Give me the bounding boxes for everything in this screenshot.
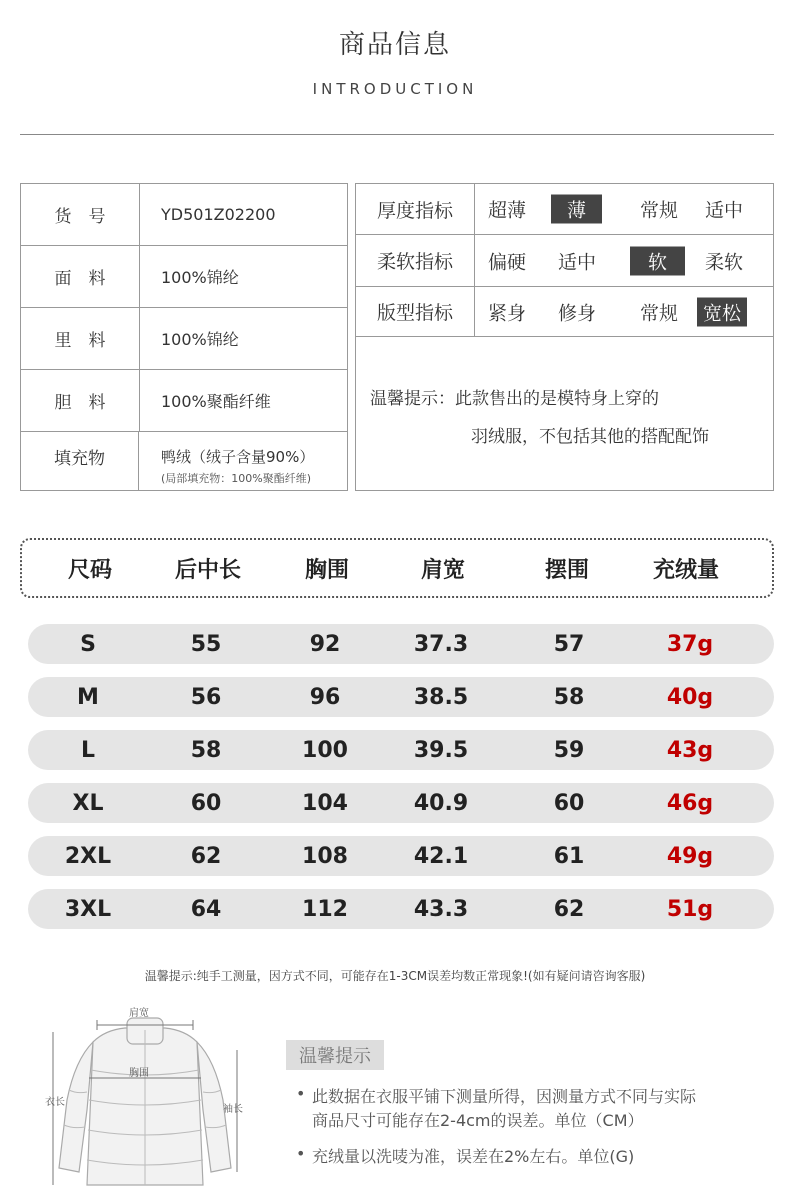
hem-cell: 57 [553,631,585,657]
size-cell: XL [72,790,104,816]
index-label: 柔软指标 [356,235,475,286]
length-cell: 58 [190,737,222,763]
jacket-measurement-diagram [45,1000,245,1190]
shoulder-cell: 38.5 [413,684,469,710]
info-row-fabric [21,246,347,308]
index-option-selected: 软 [630,246,685,275]
index-option: 偏硬 [488,251,527,273]
shoulder-cell: 43.3 [413,896,469,922]
index-row-softness [356,235,773,287]
length-cell: 64 [190,896,222,922]
hem-cell: 59 [553,737,585,763]
bullet-dot: • [296,1084,306,1103]
down-amount-cell: 37g [666,631,714,657]
size-cell: L [80,737,96,763]
info-value: 100%锦纶 [161,330,239,349]
size-row [28,889,774,929]
column-header: 摆围 [544,557,589,583]
hem-cell: 60 [553,790,585,816]
tip-bullet2: 充绒量以洗唛为准，误差在2%左右。单位(G) [312,1147,635,1166]
info-label: 填充物 [21,432,139,490]
index-option: 适中 [705,199,744,222]
size-row [28,730,774,770]
column-header: 胸围 [304,557,349,583]
length-label: 衣长 [45,1097,65,1108]
chest-label: 胸围 [129,1068,149,1079]
hem-cell: 61 [553,843,585,869]
info-label: 货 号 [21,184,140,245]
down-amount-cell: 46g [666,790,714,816]
column-header: 尺码 [67,557,112,583]
index-option: 常规 [640,302,679,324]
info-row-sku [21,184,347,246]
size-cell: S [80,631,96,657]
info-value: 100%聚酯纤维 [161,392,271,411]
length-cell: 62 [190,843,222,869]
info-value: 100%锦纶 [161,268,239,287]
measurement-note: 温馨提示:纯手工测量，因方式不同，可能存在1-3CM误差均数正常现象!(如有疑问请咨询客服) [144,969,646,983]
size-row [28,783,774,823]
chest-cell: 112 [302,896,348,922]
down-amount-cell: 51g [666,896,714,922]
shoulder-cell: 39.5 [413,737,469,763]
info-row-liner [21,370,347,432]
column-header: 充绒量 [652,557,719,583]
down-amount-cell: 49g [666,843,714,869]
down-jacket-illustration [45,1000,245,1190]
down-amount-cell: 40g [666,684,714,710]
index-option: 柔软 [705,251,744,273]
size-row [28,836,774,876]
bullet-dot: • [296,1144,306,1163]
model-tip-line1: 温馨提示：此款售出的是模特身上穿的 [370,389,659,409]
index-option: 适中 [558,251,597,273]
info-row-filling [21,432,347,490]
index-option-selected: 薄 [551,195,602,224]
chest-cell: 108 [302,843,348,869]
size-cell: 2XL [64,843,112,869]
index-row-fit [356,287,773,337]
down-amount-cell: 43g [666,737,714,763]
chest-cell: 92 [309,631,341,657]
length-cell: 55 [190,631,222,657]
index-option: 修身 [558,302,597,324]
shoulder-label: 肩宽 [129,1008,149,1019]
tip-bullet1-line1: 此数据在衣服平铺下测量所得，因测量方式不同与实际 [312,1087,697,1106]
shoulder-cell: 37.3 [413,631,469,657]
info-label: 面 料 [21,246,140,307]
info-subvalue: (局部填充物：100%聚酯纤维) [161,472,312,485]
product-index-table [355,183,774,491]
size-row [28,624,774,664]
warm-tip-tag: 温馨提示 [286,1040,384,1070]
index-option-selected: 宽松 [697,297,747,326]
size-table-header [20,538,774,598]
length-cell: 60 [190,790,222,816]
sleeve-label: 袖长 [223,1104,243,1115]
info-row-lining [21,308,347,370]
index-option: 常规 [640,199,679,222]
tip-bullet1-line2: 商品尺寸可能存在2-4cm的误差。单位（CM） [312,1111,644,1130]
product-info-table [20,183,348,491]
shoulder-cell: 40.9 [413,790,469,816]
index-label: 厚度指标 [356,184,475,234]
info-value: YD501Z02200 [161,205,276,224]
header-divider [20,134,774,135]
hem-cell: 58 [553,684,585,710]
index-label: 版型指标 [356,287,475,336]
length-cell: 56 [190,684,222,710]
index-row-thickness [356,184,773,235]
column-header: 肩宽 [420,557,465,583]
info-label: 胆 料 [21,370,140,431]
model-tip-line2: 羽绒服，不包括其他的搭配配饰 [471,427,709,447]
column-header: 后中长 [174,557,241,583]
chest-cell: 100 [302,737,348,763]
shoulder-cell: 42.1 [413,843,469,869]
chest-cell: 96 [309,684,341,710]
hem-cell: 62 [553,896,585,922]
size-row [28,677,774,717]
index-option: 超薄 [488,199,527,222]
page-title: 商品信息 [338,30,451,60]
index-option: 紧身 [488,302,527,324]
info-value: 鸭绒（绒子含量90%） [161,448,315,466]
size-cell: 3XL [64,896,112,922]
size-cell: M [77,684,99,710]
info-label: 里 料 [21,308,140,369]
page-subtitle: INTRODUCTION [312,80,478,98]
chest-cell: 104 [302,790,348,816]
